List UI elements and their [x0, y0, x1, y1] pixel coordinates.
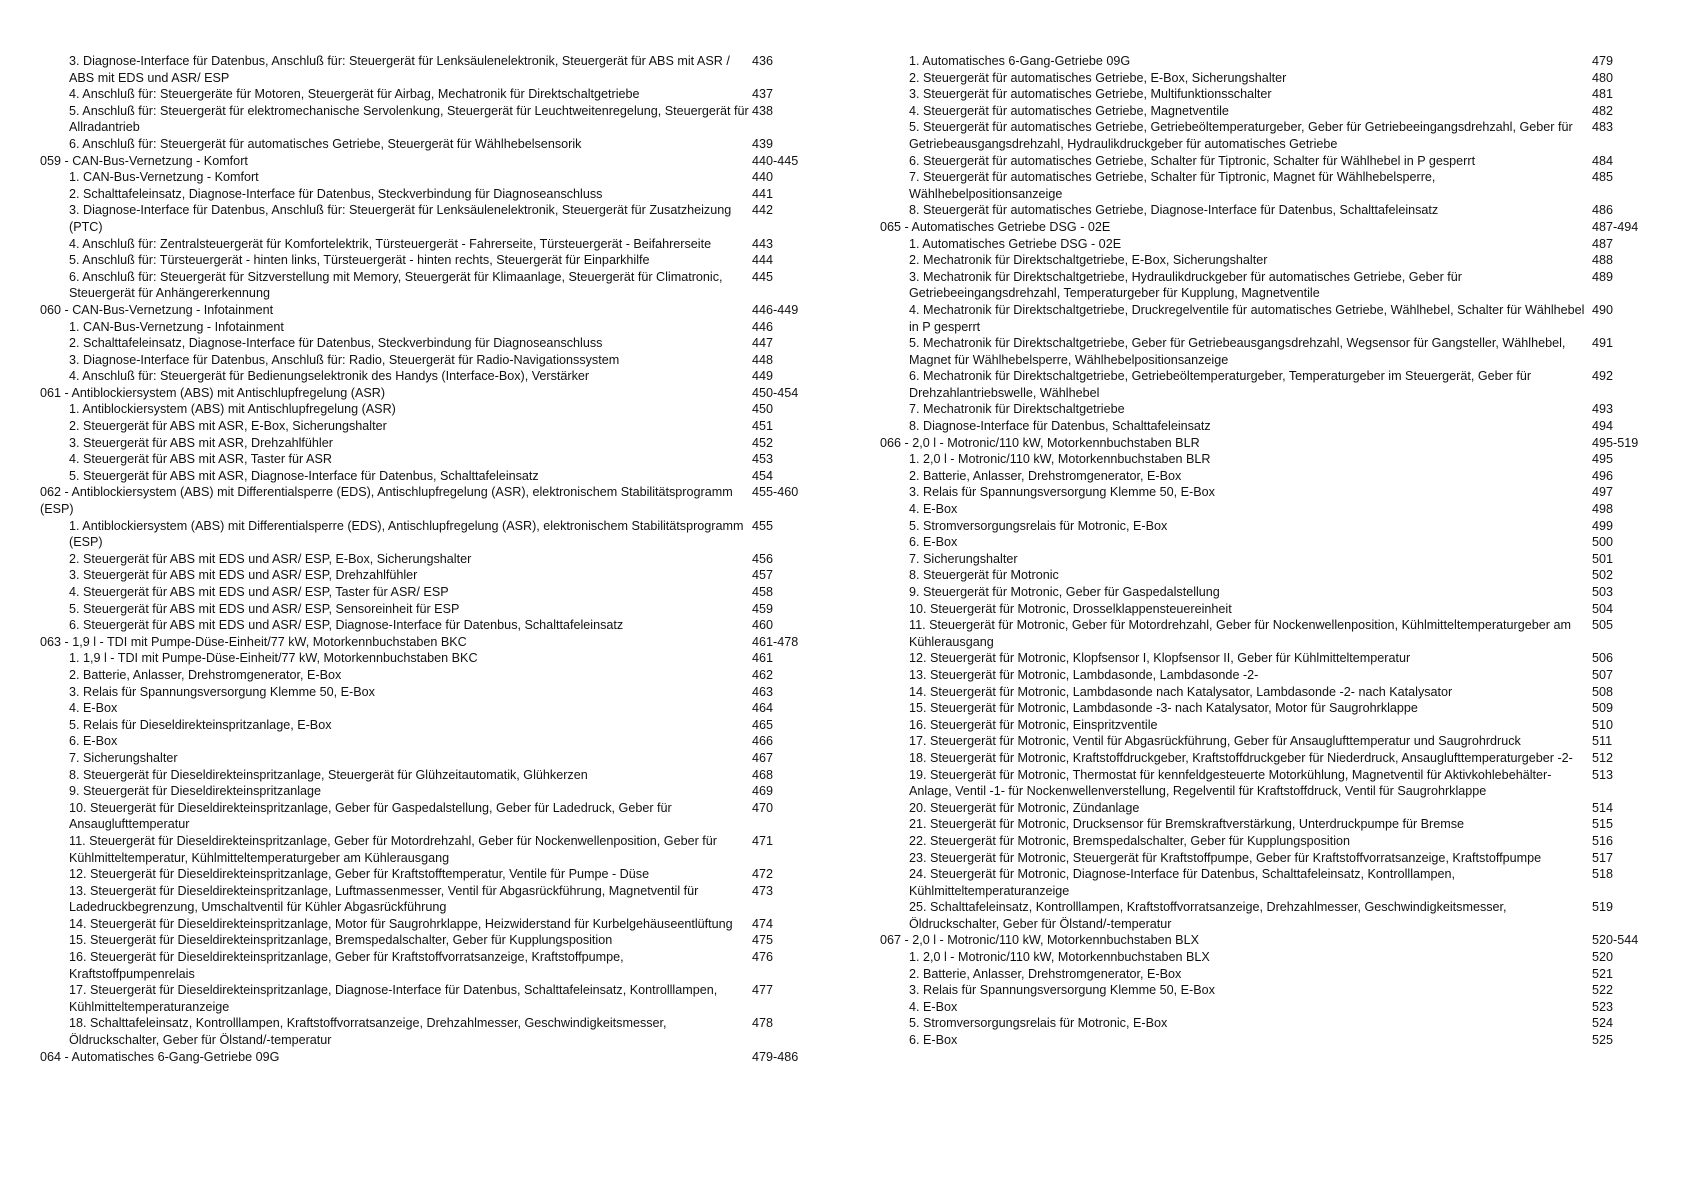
entry-page-number: 512	[1592, 750, 1614, 765]
toc-section-entry	[880, 468, 1660, 485]
toc-section-entry	[880, 153, 1660, 170]
toc-section-entry	[880, 418, 1660, 435]
entry-title: 15. Steuergerät für Motronic, Lambdasonde -3- nach Katalysator, Motor für Saugrohrklappe	[909, 701, 1418, 716]
entry-page-number: 493	[1592, 402, 1614, 417]
toc-section-entry	[40, 518, 810, 551]
toc-section-entry	[880, 236, 1660, 253]
toc-section-entry	[880, 252, 1660, 269]
entry-page-number: 455	[752, 518, 774, 533]
toc-section-entry	[40, 1015, 810, 1048]
entry-page-number: 440	[752, 170, 774, 185]
entry-title: 6. Mechatronik für Direktschaltgetriebe, Getriebeöltemperaturgeber, Temperaturgeber im Steuergerät, Geber für Drehzahlantriebswelle, Wählhebel	[909, 369, 1532, 400]
toc-section-entry	[880, 700, 1660, 717]
toc-section-entry	[40, 418, 810, 435]
toc-section-entry	[40, 883, 810, 916]
entry-page-number: 465	[752, 717, 774, 732]
toc-section-entry	[40, 269, 810, 302]
entry-page-number: 438	[752, 103, 774, 118]
toc-chapter-entry	[880, 932, 1660, 949]
toc-section-entry	[40, 733, 810, 750]
entry-page-number: 445	[752, 269, 774, 284]
entry-page-number: 444	[752, 253, 774, 268]
entry-title: 2. Batterie, Anlasser, Drehstromgenerator, E-Box	[69, 667, 342, 682]
toc-section-entry	[880, 733, 1660, 750]
entry-page-number: 440-445	[752, 153, 799, 168]
entry-page-number: 472	[752, 867, 774, 882]
entry-page-number: 518	[1592, 867, 1614, 882]
toc-section-entry	[880, 169, 1660, 202]
toc-section-entry	[880, 617, 1660, 650]
toc-section-entry	[880, 451, 1660, 468]
entry-title: 1. 2,0 l - Motronic/110 kW, Motorkennbuchstaben BLR	[909, 452, 1211, 467]
entry-title: 10. Steuergerät für Motronic, Drosselklappensteuereinheit	[909, 601, 1232, 616]
entry-page-number: 446	[752, 319, 774, 334]
entry-title: 3. Diagnose-Interface für Datenbus, Anschluß für: Steuergerät für Lenksäulenelektronik, Steuergerät für ABS mit ASR / ABS mit EDS und ASR/ ESP	[69, 54, 730, 85]
entry-title: 6. Steuergerät für automatisches Getriebe, Schalter für Tiptronic, Schalter für Wählhebel in P gesperrt	[909, 153, 1476, 168]
entry-page-number: 453	[752, 452, 774, 467]
entry-title: 1. 1,9 l - TDI mit Pumpe-Düse-Einheit/77 kW, Motorkennbuchstaben BKC	[69, 651, 478, 666]
toc-section-entry	[40, 584, 810, 601]
entry-page-number: 500	[1592, 535, 1614, 550]
entry-page-number: 462	[752, 667, 774, 682]
entry-page-number: 461-478	[752, 634, 799, 649]
toc-section-entry	[880, 667, 1660, 684]
entry-title: 1. CAN-Bus-Vernetzung - Komfort	[69, 170, 259, 185]
toc-section-entry	[880, 949, 1660, 966]
entry-page-number: 499	[1592, 518, 1614, 533]
entry-page-number: 489	[1592, 269, 1614, 284]
toc-section-entry	[880, 401, 1660, 418]
entry-title: 1. Antiblockiersystem (ABS) mit Antischlupfregelung (ASR)	[69, 402, 396, 417]
entry-title: 5. Steuergerät für automatisches Getriebe, Getriebeöltemperaturgeber, Geber für Getriebeeingangsdrehzahl, Geber für Getriebeausgangsdrehzahl, Hydraulikdruckgeber für automatisches Getriebe	[909, 120, 1573, 151]
entry-page-number: 495	[1592, 452, 1614, 467]
toc-section-entry	[880, 650, 1660, 667]
entry-title: 11. Steuergerät für Dieseldirekteinspritzanlage, Geber für Motordrehzahl, Geber für Nockenwellenposition, Geber für Kühlmitteltemperatur, Kühlmitteltemperaturgeber am Kühlerausgang	[69, 833, 717, 865]
entry-title: 23. Steuergerät für Motronic, Steuergerät für Kraftstoffpumpe, Geber für Kraftstoffvorratsanzeige, Kraftstoffpumpe	[909, 850, 1542, 865]
entry-page-number: 511	[1592, 734, 1613, 749]
toc-section-entry	[880, 584, 1660, 601]
toc-section-entry	[40, 335, 810, 352]
entry-title: 2. Steuergerät für ABS mit ASR, E-Box, Sicherungshalter	[69, 419, 387, 434]
entry-title: 4. Steuergerät für ABS mit ASR, Taster für ASR	[69, 452, 332, 467]
entry-title: 1. Antiblockiersystem (ABS) mit Differentialsperre (EDS), Antischlupfregelung (ASR), elektronischem Stabilitätsprogramm (ESP)	[69, 518, 744, 550]
entry-title: 5. Anschluß für: Türsteuergerät - hinten links, Türsteuergerät - hinten rechts, Steuergerät für Einparkhilfe	[69, 253, 650, 268]
entry-title: 3. Diagnose-Interface für Datenbus, Anschluß für: Steuergerät für Lenksäulenelektronik, Steuergerät für Zusatzheizung (PTC)	[69, 203, 732, 234]
entry-title: 19. Steuergerät für Motronic, Thermostat für kennfeldgesteuerte Motorkühlung, Magnetventil für Aktivkohlebehälter-Anlage, Ventil -1- für Nockenwellenverstellung, Regelventil für Kraftstoffdruck, Ventil für Saugrohrklappe	[909, 767, 1552, 799]
toc-section-entry	[40, 86, 810, 103]
toc-section-entry	[880, 518, 1660, 535]
entry-page-number: 478	[752, 1016, 774, 1031]
toc-section-entry	[40, 169, 810, 186]
entry-page-number: 505	[1592, 618, 1614, 633]
entry-title: 3. Steuergerät für ABS mit ASR, Drehzahlfühler	[69, 435, 333, 450]
entry-page-number: 464	[752, 701, 774, 716]
entry-page-number: 452	[752, 435, 774, 450]
toc-section-entry	[880, 501, 1660, 518]
entry-page-number: 479-486	[752, 1049, 799, 1064]
entry-page-number: 502	[1592, 568, 1614, 583]
toc-section-entry	[40, 617, 810, 634]
toc-section-entry	[40, 136, 810, 153]
toc-section-entry	[40, 750, 810, 767]
toc-section-entry	[880, 866, 1660, 899]
toc-section-entry	[40, 700, 810, 717]
entry-title: 18. Schalttafeleinsatz, Kontrolllampen, Kraftstoffvorratsanzeige, Drehzahlmesser, Geschwindigkeitsmesser, Öldruckschalter, Geber für Ölstand/-temperatur	[69, 1016, 667, 1048]
entry-title: 065 - Automatisches Getriebe DSG - 02E	[880, 219, 1111, 234]
toc-chapter-entry	[40, 153, 810, 170]
entry-page-number: 439	[752, 136, 774, 151]
entry-page-number: 458	[752, 585, 774, 599]
entry-title: 5. Steuergerät für ABS mit ASR, Diagnose-Interface für Datenbus, Schalttafeleinsatz	[69, 468, 539, 483]
entry-title: 6. E-Box	[69, 734, 118, 749]
toc-section-entry	[40, 252, 810, 269]
entry-page-number: 470	[752, 800, 774, 815]
toc-section-entry	[880, 119, 1660, 152]
entry-title: 25. Schalttafeleinsatz, Kontrolllampen, Kraftstoffvorratsanzeige, Drehzahlmesser, Geschwindigkeitsmesser, Öldruckschalter, Geber für Ölstand/-temperatur	[909, 900, 1507, 931]
entry-title: 3. Relais für Spannungsversorgung Klemme 50, E-Box	[69, 684, 375, 699]
entry-title: 12. Steuergerät für Dieseldirekteinspritzanlage, Geber für Kraftstofftemperatur, Ventile für Pumpe - Düse	[69, 867, 650, 882]
entry-page-number: 442	[752, 203, 774, 218]
entry-page-number: 521	[1592, 966, 1614, 981]
entry-title: 060 - CAN-Bus-Vernetzung - Infotainment	[40, 302, 274, 317]
entry-title: 14. Steuergerät für Dieseldirekteinspritzanlage, Motor für Saugrohrklappe, Heizwiderstand für Kurbelgehäuseentlüftung	[69, 916, 733, 931]
toc-section-entry	[880, 269, 1660, 302]
toc-section-entry	[880, 966, 1660, 983]
toc-chapter-entry	[40, 1049, 810, 1066]
toc-section-entry	[40, 833, 810, 866]
entry-page-number: 461	[752, 651, 774, 666]
toc-section-entry	[880, 551, 1660, 568]
toc-section-entry	[40, 684, 810, 701]
entry-title: 4. Anschluß für: Steuergerät für Bedienungselektronik des Handys (Interface-Box), Verstärker	[69, 369, 590, 384]
toc-section-entry	[880, 816, 1660, 833]
entry-title: 1. CAN-Bus-Vernetzung - Infotainment	[69, 319, 284, 334]
toc-section-entry	[40, 53, 810, 86]
toc-section-entry	[880, 833, 1660, 850]
entry-title: 8. Steuergerät für automatisches Getriebe, Diagnose-Interface für Datenbus, Schalttafeleinsatz	[909, 203, 1439, 218]
entry-title: 13. Steuergerät für Motronic, Lambdasonde, Lambdasonde -2-	[909, 667, 1259, 682]
entry-title: 6. Anschluß für: Steuergerät für Sitzverstellung mit Memory, Steuergerät für Klimaanlage, Steuergerät für Climatronic, Steuergerät für Anhängererkennung	[69, 269, 723, 301]
entry-title: 12. Steuergerät für Motronic, Klopfsensor I, Klopfsensor II, Geber für Kühlmitteltemperatur	[909, 651, 1411, 666]
entry-title: 9. Steuergerät für Dieseldirekteinspritzanlage	[69, 784, 322, 799]
entry-page-number: 486	[1592, 203, 1614, 218]
entry-title: 4. Steuergerät für ABS mit EDS und ASR/ ESP, Taster für ASR/ ESP	[69, 585, 449, 599]
entry-title: 7. Mechatronik für Direktschaltgetriebe	[909, 402, 1125, 417]
entry-page-number: 510	[1592, 717, 1614, 732]
entry-page-number: 459	[752, 601, 774, 616]
entry-page-number: 467	[752, 750, 774, 765]
toc-section-entry	[40, 717, 810, 734]
toc-section-entry	[880, 302, 1660, 335]
toc-section-entry	[40, 352, 810, 369]
entry-page-number: 436	[752, 54, 774, 68]
toc-section-entry	[40, 601, 810, 618]
toc-chapter-entry	[880, 219, 1660, 236]
toc-section-entry	[40, 202, 810, 235]
entry-title: 16. Steuergerät für Motronic, Einspritzventile	[909, 717, 1158, 732]
entry-page-number: 523	[1592, 999, 1614, 1014]
entry-page-number: 446-449	[752, 302, 799, 317]
entry-page-number: 490	[1592, 302, 1614, 317]
toc-section-entry	[880, 202, 1660, 219]
entry-page-number: 450	[752, 402, 774, 417]
entry-title: 3. Mechatronik für Direktschaltgetriebe, Hydraulikdruckgeber für automatisches Getriebe, Geber für Getriebeeingangsdrehzahl, Temperaturgeber für Kupplung, Magnetventile	[909, 269, 1462, 301]
entry-title: 062 - Antiblockiersystem (ABS) mit Differentialsperre (EDS), Antischlupfregelung (ASR), elektronischem Stabilitätsprogramm (ESP)	[40, 485, 733, 517]
entry-title: 15. Steuergerät für Dieseldirekteinspritzanlage, Bremspedalschalter, Geber für Kupplungsposition	[69, 933, 613, 948]
toc-section-entry	[880, 750, 1660, 767]
entry-page-number: 520	[1592, 950, 1614, 965]
entry-title: 5. Relais für Dieseldirekteinspritzanlage, E-Box	[69, 717, 332, 732]
toc-section-entry	[880, 1032, 1660, 1049]
entry-page-number: 494	[1592, 419, 1614, 434]
toc-section-entry	[40, 783, 810, 800]
entry-title: 7. Steuergerät für automatisches Getriebe, Schalter für Tiptronic, Magnet für Wählhebelsperre, Wählhebelpositionsanzeige	[909, 170, 1436, 201]
toc-section-entry	[880, 53, 1660, 70]
entry-title: 5. Steuergerät für ABS mit EDS und ASR/ ESP, Sensoreinheit für ESP	[69, 601, 460, 616]
entry-page-number: 455-460	[752, 485, 799, 500]
entry-page-number: 451	[752, 419, 774, 434]
entry-page-number: 469	[752, 784, 774, 799]
toc-chapter-entry	[40, 634, 810, 651]
entry-page-number: 466	[752, 734, 774, 749]
entry-page-number: 485	[1592, 170, 1614, 185]
toc-section-entry	[880, 368, 1660, 401]
entry-title: 3. Relais für Spannungsversorgung Klemme 50, E-Box	[909, 485, 1215, 500]
entry-title: 11. Steuergerät für Motronic, Geber für Motordrehzahl, Geber für Nockenwellenposition, Kühlmitteltemperaturgeber am Kühlerausgang	[909, 618, 1571, 649]
entry-page-number: 487-494	[1592, 219, 1639, 234]
toc-section-entry	[880, 567, 1660, 584]
toc-section-entry	[880, 335, 1660, 368]
entry-title: 066 - 2,0 l - Motronic/110 kW, Motorkennbuchstaben BLR	[880, 435, 1200, 450]
entry-title: 064 - Automatisches 6-Gang-Getriebe 09G	[40, 1049, 280, 1064]
toc-section-entry	[40, 468, 810, 485]
toc-section-entry	[40, 236, 810, 253]
entry-title: 10. Steuergerät für Dieseldirekteinspritzanlage, Geber für Gaspedalstellung, Geber für Ladedruck, Geber für Ansauglufttemperatur	[69, 800, 672, 832]
entry-title: 6. E-Box	[909, 1033, 958, 1048]
entry-page-number: 463	[752, 684, 774, 699]
entry-title: 3. Relais für Spannungsversorgung Klemme 50, E-Box	[909, 983, 1215, 998]
entry-page-number: 513	[1592, 767, 1614, 782]
toc-section-entry	[40, 949, 810, 982]
toc-section-entry	[40, 916, 810, 933]
entry-page-number: 524	[1592, 1016, 1614, 1031]
toc-section-entry	[40, 767, 810, 784]
entry-title: 1. 2,0 l - Motronic/110 kW, Motorkennbuchstaben BLX	[909, 950, 1210, 965]
entry-title: 4. Anschluß für: Zentralsteuergerät für Komfortelektrik, Türsteuergerät - Fahrerseite, Türsteuergerät - Beifahrerseite	[69, 236, 712, 251]
entry-title: 20. Steuergerät für Motronic, Zündanlage	[909, 800, 1140, 815]
toc-section-entry	[40, 982, 810, 1015]
toc-section-entry	[880, 982, 1660, 999]
entry-page-number: 487	[1592, 236, 1614, 251]
toc-section-entry	[880, 1015, 1660, 1032]
entry-page-number: 473	[752, 883, 774, 898]
entry-page-number: 448	[752, 352, 774, 367]
entry-page-number: 483	[1592, 120, 1614, 135]
entry-page-number: 495-519	[1592, 435, 1639, 450]
entry-title: 6. Steuergerät für ABS mit EDS und ASR/ ESP, Diagnose-Interface für Datenbus, Schalttafeleinsatz	[69, 618, 624, 633]
entry-title: 13. Steuergerät für Dieseldirekteinspritzanlage, Luftmassenmesser, Ventil für Abgasrückführung, Magnetventil für Ladedruckbegrenzung, Umschaltventil für Kühler Abgasrückführung	[69, 883, 699, 915]
entry-page-number: 514	[1592, 800, 1614, 815]
toc-section-entry	[880, 534, 1660, 551]
entry-title: 063 - 1,9 l - TDI mit Pumpe-Düse-Einheit/77 kW, Motorkennbuchstaben BKC	[40, 634, 467, 649]
toc-section-entry	[880, 86, 1660, 103]
entry-page-number: 437	[752, 87, 774, 102]
toc-chapter-entry	[40, 302, 810, 319]
entry-title: 8. Diagnose-Interface für Datenbus, Schalttafeleinsatz	[909, 419, 1211, 434]
toc-chapter-entry	[880, 435, 1660, 452]
toc-section-entry	[880, 601, 1660, 618]
entry-page-number: 479	[1592, 54, 1614, 68]
entry-page-number: 497	[1592, 485, 1614, 500]
entry-title: 5. Stromversorgungsrelais für Motronic, E-Box	[909, 518, 1168, 533]
entry-page-number: 515	[1592, 817, 1614, 832]
entry-page-number: 460	[752, 618, 774, 633]
entry-page-number: 520-544	[1592, 933, 1639, 948]
entry-title: 4. E-Box	[69, 701, 118, 716]
entry-title: 4. Mechatronik für Direktschaltgetriebe, Druckregelventile für automatisches Getriebe, Wählhebel, Schalter für Wählhebel in P gesperrt	[909, 302, 1585, 334]
toc-section-entry	[40, 401, 810, 418]
entry-title: 2. Batterie, Anlasser, Drehstromgenerator, E-Box	[909, 468, 1182, 483]
entry-page-number: 503	[1592, 585, 1614, 599]
entry-page-number: 457	[752, 568, 774, 583]
entry-page-number: 456	[752, 551, 774, 566]
toc-section-entry	[40, 451, 810, 468]
toc-left-column	[40, 53, 810, 1065]
toc-section-entry	[880, 899, 1660, 932]
entry-page-number: 482	[1592, 103, 1614, 118]
entry-page-number: 484	[1592, 153, 1614, 168]
entry-title: 8. Steuergerät für Dieseldirekteinspritzanlage, Steuergerät für Glühzeitautomatik, Glühkerzen	[69, 767, 588, 782]
entry-page-number: 504	[1592, 601, 1614, 616]
toc-section-entry	[40, 800, 810, 833]
entry-page-number: 443	[752, 236, 774, 251]
entry-page-number: 480	[1592, 70, 1614, 85]
entry-title: 2. Schalttafeleinsatz, Diagnose-Interface für Datenbus, Steckverbindung für Diagnoseanschluss	[69, 186, 603, 201]
entry-page-number: 501	[1592, 551, 1614, 566]
entry-page-number: 474	[752, 916, 774, 931]
toc-section-entry	[40, 866, 810, 883]
toc-section-entry	[40, 103, 810, 136]
toc-section-entry	[40, 551, 810, 568]
entry-page-number: 477	[752, 983, 774, 998]
entry-page-number: 517	[1592, 850, 1614, 865]
entry-page-number: 488	[1592, 253, 1614, 268]
toc-section-entry	[40, 186, 810, 203]
entry-title: 4. Steuergerät für automatisches Getriebe, Magnetventile	[909, 103, 1229, 118]
entry-title: 1. Automatisches 6-Gang-Getriebe 09G	[909, 54, 1131, 68]
entry-title: 17. Steuergerät für Motronic, Ventil für Abgasrückführung, Geber für Ansauglufttemperatur und Saugrohrdruck	[909, 734, 1521, 749]
entry-page-number: 476	[752, 950, 774, 965]
entry-title: 2. Steuergerät für ABS mit EDS und ASR/ ESP, E-Box, Sicherungshalter	[69, 551, 472, 566]
toc-section-entry	[40, 435, 810, 452]
entry-page-number: 454	[752, 468, 774, 483]
entry-page-number: 491	[1592, 336, 1614, 351]
toc-section-entry	[40, 650, 810, 667]
entry-page-number: 522	[1592, 983, 1614, 998]
toc-chapter-entry	[40, 385, 810, 402]
entry-title: 6. Anschluß für: Steuergerät für automatisches Getriebe, Steuergerät für Wählhebelsensorik	[69, 136, 582, 151]
toc-section-entry	[40, 319, 810, 336]
toc-chapter-entry	[40, 484, 810, 517]
entry-page-number: 506	[1592, 651, 1614, 666]
entry-title: 16. Steuergerät für Dieseldirekteinspritzanlage, Geber für Kraftstoffvorratsanzeige, Kraftstoffpumpe, Kraftstoffpumpenrelais	[69, 950, 624, 981]
toc-section-entry	[880, 70, 1660, 87]
entry-page-number: 498	[1592, 502, 1614, 517]
entry-title: 24. Steuergerät für Motronic, Diagnose-Interface für Datenbus, Schalttafeleinsatz, Kontrolllampen, Kühlmitteltemperaturanzeige	[909, 867, 1456, 898]
entry-title: 8. Steuergerät für Motronic	[909, 568, 1059, 583]
entry-page-number: 516	[1592, 833, 1614, 848]
entry-page-number: 471	[752, 833, 774, 848]
entry-title: 18. Steuergerät für Motronic, Kraftstoffdruckgeber, Kraftstoffdruckgeber für Niederdruck, Ansauglufttemperaturgeber -2-	[909, 750, 1573, 765]
entry-page-number: 507	[1592, 667, 1614, 682]
entry-title: 061 - Antiblockiersystem (ABS) mit Antischlupfregelung (ASR)	[40, 385, 386, 400]
entry-title: 21. Steuergerät für Motronic, Drucksensor für Bremskraftverstärkung, Unterdruckpumpe für Bremse	[909, 817, 1465, 832]
toc-section-entry	[880, 767, 1660, 800]
entry-title: 3. Diagnose-Interface für Datenbus, Anschluß für: Radio, Steuergerät für Radio-Navigationssystem	[69, 352, 620, 367]
entry-page-number: 468	[752, 767, 774, 782]
entry-title: 059 - CAN-Bus-Vernetzung - Komfort	[40, 153, 248, 168]
entry-title: 4. E-Box	[909, 502, 958, 517]
toc-section-entry	[40, 567, 810, 584]
toc-section-entry	[880, 103, 1660, 120]
entry-page-number: 441	[752, 186, 774, 201]
toc-right-column	[880, 53, 1660, 1049]
entry-title: 2. Schalttafeleinsatz, Diagnose-Interface für Datenbus, Steckverbindung für Diagnoseanschluss	[69, 336, 603, 351]
entry-title: 4. E-Box	[909, 999, 958, 1014]
entry-title: 2. Steuergerät für automatisches Getriebe, E-Box, Sicherungshalter	[909, 70, 1287, 85]
toc-section-entry	[40, 667, 810, 684]
entry-title: 1. Automatisches Getriebe DSG - 02E	[909, 236, 1122, 251]
entry-title: 17. Steuergerät für Dieseldirekteinspritzanlage, Diagnose-Interface für Datenbus, Schalttafeleinsatz, Kontrolllampen, Kühlmitteltemperaturanzeige	[69, 983, 718, 1014]
entry-title: 3. Steuergerät für ABS mit EDS und ASR/ ESP, Drehzahlfühler	[69, 568, 418, 583]
entry-page-number: 525	[1592, 1033, 1614, 1048]
toc-section-entry	[880, 800, 1660, 817]
entry-page-number: 492	[1592, 369, 1614, 384]
entry-page-number: 481	[1592, 87, 1614, 102]
entry-title: 2. Batterie, Anlasser, Drehstromgenerator, E-Box	[909, 966, 1182, 981]
entry-title: 2. Mechatronik für Direktschaltgetriebe, E-Box, Sicherungshalter	[909, 253, 1268, 268]
entry-title: 067 - 2,0 l - Motronic/110 kW, Motorkennbuchstaben BLX	[880, 933, 1199, 948]
toc-section-entry	[880, 684, 1660, 701]
entry-page-number: 475	[752, 933, 774, 948]
entry-title: 9. Steuergerät für Motronic, Geber für Gaspedalstellung	[909, 585, 1220, 599]
entry-title: 6. E-Box	[909, 535, 958, 550]
entry-title: 14. Steuergerät für Motronic, Lambdasonde nach Katalysator, Lambdasonde -2- nach Katalysator	[909, 684, 1453, 699]
toc-section-entry	[880, 999, 1660, 1016]
entry-title: 5. Stromversorgungsrelais für Motronic, E-Box	[909, 1016, 1168, 1031]
toc-section-entry	[880, 717, 1660, 734]
toc-section-entry	[40, 368, 810, 385]
entry-page-number: 496	[1592, 468, 1614, 483]
entry-page-number: 450-454	[752, 385, 799, 400]
toc-section-entry	[880, 850, 1660, 867]
entry-title: 4. Anschluß für: Steuergeräte für Motoren, Steuergerät für Airbag, Mechatronik für Direktschaltgetriebe	[69, 87, 640, 102]
entry-title: 22. Steuergerät für Motronic, Bremspedalschalter, Geber für Kupplungsposition	[909, 833, 1351, 848]
entry-title: 3. Steuergerät für automatisches Getriebe, Multifunktionsschalter	[909, 87, 1272, 102]
entry-title: 7. Sicherungshalter	[909, 551, 1018, 566]
entry-page-number: 447	[752, 336, 774, 351]
entry-page-number: 449	[752, 369, 774, 384]
entry-title: 5. Mechatronik für Direktschaltgetriebe, Geber für Getriebeausgangsdrehzahl, Wegsensor für Gangsteller, Wählhebel, Magnet für Wählhebelsperre, Wählhebelpositionsanzeige	[909, 336, 1566, 367]
entry-title: 7. Sicherungshalter	[69, 750, 178, 765]
entry-title: 5. Anschluß für: Steuergerät für elektromechanische Servolenkung, Steuergerät für Leuchtweitenregelung, Steuergerät für Allradantrieb	[69, 103, 749, 135]
entry-page-number: 508	[1592, 684, 1614, 699]
toc-section-entry	[880, 484, 1660, 501]
toc-section-entry	[40, 932, 810, 949]
entry-page-number: 509	[1592, 701, 1614, 716]
entry-page-number: 519	[1592, 900, 1614, 915]
